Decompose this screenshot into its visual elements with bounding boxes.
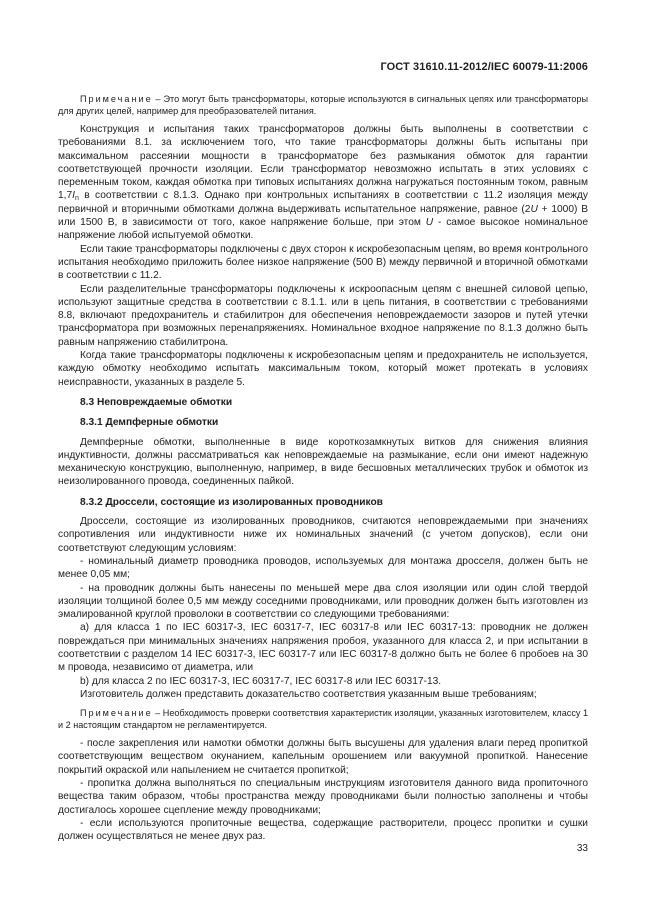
formula-symbol: U [530,203,538,215]
note [58,93,588,117]
subsection-heading: 8.3.2 Дроссели, состоящие из изолированных проводников [80,496,383,508]
list-item: b) для класса 2 по IEC 60317-3, IEC 60317-7, IEC 60317-8 или IEC 60317-13. [80,675,442,687]
list-item: - если используются пропиточные вещества, содержащие растворители, процесс пропитки и сушки должен осуществляться не менее двух раз. [58,817,588,843]
formula-symbol: U [425,217,434,229]
document-body [58,93,588,844]
document-header: ГОСТ 31610.11-2012/IEC 60079-11:2006 [380,61,588,73]
note-text: – Это могут быть трансформаторы, которые используются в сигнальных цепях или трансформаторы для других целей, например для преобразователей питания. [58,94,588,116]
paragraph: Изготовитель должен представить доказательство соответствия указанным выше требованиям; [80,688,537,700]
paragraph: Дроссели, состоящие из изолированных проводников, считаются неповреждаемыми при значениях сопротивления или индуктивности ниже их номинальных значений (с учетом допусков), если они соответствуют следующим условиям: [58,516,588,554]
list-item: - номинальный диаметр проводника проводов, используемых для монтажа дросселя, должен быть не менее 0,05 мм; [58,555,588,581]
paragraph: Если такие трансформаторы подключены с двух сторон к искробезопасным цепям, во время контрольного испытания необходимо приложить более низкое напряжение (500 В) между первичной и вторичной обмотками в соответствии с 11.2. [58,243,588,282]
paragraph-text: в соответствии с 8.1.3. Однако при контрольных испытаниях в соответствии с 11.2 изоляция между первичной и вторичными обмотками должна выдерживать испытательное напряжение, равное (2 [58,190,588,215]
list-item: - после закрепления или намотки обмотки должны быть высушены для удаления влаги перед пропиткой соответствующим веществом окунанием, капельным орошением или вакуумной пропиткой. Нанесение покрытий окраской или напылением не считается пропиткой; [58,738,588,776]
note-label: Примечание [80,94,153,104]
formula-symbol: I [72,190,76,202]
paragraph-text: + 1000) В или 1500 В, в зависимости от того, какое напряжение больше, при этом [58,203,588,229]
paragraph [58,123,588,243]
paragraph-text: - самое высокое номинальное напряжение любой испытуемой обмотки. [58,217,588,242]
subsection-heading: 8.3.1 Демпферные обмотки [80,417,219,429]
list-item: - на проводник должны быть нанесены по меньшей мере два слоя изоляции или один слой твердой изоляции толщиной более 0,5 мм между соседними проводниками, или проводник должен быть изготовлен из эмалированной круглой проволоки в соответствии со следующими требованиями: [58,582,588,621]
note-label: Примечание [80,708,153,719]
paragraph: Демпферные обмотки, выполненные в виде короткозамкнутых витков для снижения влияния индуктивности, должны рассматриваться как неповреждаемые на размыкание, если они имеют надежную механическую конструкцию, выполненную, например, в виде бесшовных металлических трубок и обмоток из неизолированного провода, соединенных пайкой. [58,436,588,488]
note-text: – Необходимость проверки соответствия характеристик изоляции, указанных изготовителем, классу 1 и 2 настоящим стандартом не регламентируется. [58,708,589,731]
section-heading: 8.3 Неповреждаемые обмотки [80,396,233,408]
page-number: 33 [576,843,588,854]
list-item: - пропитка должна выполняться по специальным инструкциям изготовителя данного вида пропиточного вещества таким образом, чтобы пространства между проводниками были полностью заполнены и чтобы достигалось хорошее сцепление между проводниками; [58,778,588,816]
paragraph: Когда такие трансформаторы подключены к искробезопасным цепям и предохранитель не используется, каждую обмотку необходимо испытать максимальным током, который может протекать в условиях неисправности, указанных в разделе 5. [58,350,588,388]
paragraph-text: Конструкция и испытания таких трансформаторов должны быть выполнены в соответствии с требованиями 8.1. за исключением того, что такие трансформаторы должны быть испытаны при максимальном рассеянии мощности в трансформаторе без размыкания обмоток для гарантии соответствующей прочности изоляции. Если трансформатор невозможно испытать в этих условиях с переменным током, каждая обмотка при типовых испытаниях должна нагружаться постоянным током, равным 1,7 [58,124,588,202]
formula-subscript: n [75,195,79,203]
note [58,707,588,731]
list-item: а) для класса 1 по IEC 60317-3, IEC 60317-7, IEC 60317-8 или IEC 60317-13: проводник не должен повреждаться при минимальных значениях напряжения пробоя, указанного для класса 2, и при испытании в соответствии с разделом 14 IEC 60317-3, IEC 60317-7 или IEC 60317-8 должно быть не более 6 пробоев на 30 м провода, независимо от диаметра, или [58,622,588,674]
paragraph: Если разделительные трансформаторы подключены к искроопасным цепям с внешней силовой цепью, используют защитные средства в соответствии с 8.1.1. или в цепь питания, в соответствии с требованиями 8.8, включают предохранитель и стабилитрон для обеспечения неповреждаемости зазоров и путей утечки трансформатора при возможных перенапряжениях. Номинальное входное напряжение по 8.1.3 должно быть равным напряжению стабилитрона. [58,283,588,348]
